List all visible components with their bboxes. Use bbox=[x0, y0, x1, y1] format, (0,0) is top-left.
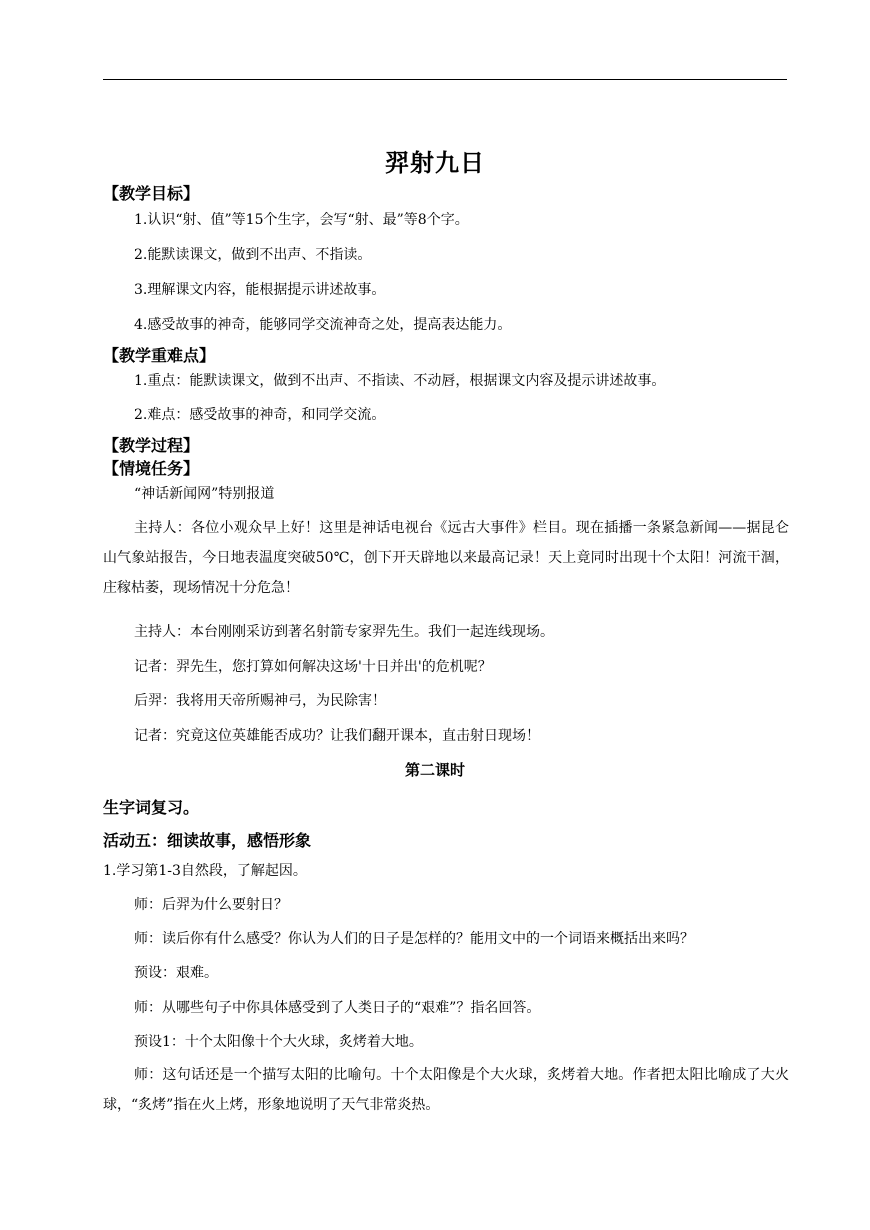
lesson-2-heading: 第二课时 bbox=[404, 761, 465, 779]
teacher-question: 师：后羿为什么要射日？ bbox=[134, 897, 288, 913]
key-point-item: 2.难点：感受故事的神奇，和同学交流。 bbox=[134, 407, 386, 423]
heading-scenario-task: 【情境任务】 bbox=[103, 459, 200, 478]
header-rule bbox=[103, 79, 787, 80]
study-step-1: 1.学习第1-3自然段，了解起因。 bbox=[103, 863, 307, 879]
reporter-line-1: 记者：羿先生，您打算如何解决这场'十日并出'的危机呢？ bbox=[134, 659, 492, 675]
preset-answer: 预设：艰难。 bbox=[134, 965, 218, 981]
goal-item: 3.理解课文内容，能根据提示讲述故事。 bbox=[134, 282, 386, 298]
goal-item: 1.认识“射、值”等15个生字，会写“射、最”等8个字。 bbox=[134, 212, 469, 228]
host-paragraph-2: 主持人：本台刚刚采访到著名射箭专家羿先生。我们一起连线现场。 bbox=[134, 624, 554, 640]
host-paragraph-1: 主持人：各位小观众早上好！这里是神话电视台《远古大事件》栏目。现在插播一条紧急新闻——据昆仑山气象站报告，今日地表温度突破50℃，创下开天辟地以来最高记录！天上竟同时出现十个太阳！河流干涸，庄稼枯萎，现场情况十分危急！ bbox=[103, 520, 789, 596]
teacher-question: 师：读后你有什么感受？你认为人们的日子是怎样的？能用文中的一个词语来概括出来吗？ bbox=[134, 931, 694, 947]
goal-item: 4.感受故事的神奇，能够同学交流神奇之处，提高表达能力。 bbox=[134, 317, 512, 333]
goal-item: 2.能默读课文，做到不出声、不指读。 bbox=[134, 247, 372, 263]
reporter-line-2: 记者：究竟这位英雄能否成功？让我们翻开课本，直击射日现场！ bbox=[134, 728, 540, 744]
news-title: “神话新闻网”特别报道 bbox=[134, 486, 275, 502]
review-heading: 生字词复习。 bbox=[103, 798, 200, 817]
heading-teaching-goals: 【教学目标】 bbox=[103, 184, 200, 203]
key-point-item: 1.重点：能默读课文，做到不出声、不指读、不动唇，根据课文内容及提示讲述故事。 bbox=[134, 373, 666, 389]
heading-key-points: 【教学重难点】 bbox=[103, 346, 216, 365]
document-title: 羿射九日 bbox=[385, 149, 485, 177]
activity-5-heading: 活动五：细读故事，感悟形象 bbox=[103, 831, 312, 850]
preset-answer: 预设1：十个太阳像十个大火球，炙烤着大地。 bbox=[134, 1034, 423, 1050]
houyi-line: 后羿：我将用天帝所赐神弓，为民除害！ bbox=[134, 693, 386, 709]
heading-teaching-process: 【教学过程】 bbox=[103, 436, 200, 455]
teacher-explanation: 师：这句话还是一个描写太阳的比喻句。十个太阳像是个大火球，炙烤着大地。作者把太阳比喻成了大火球，“炙烤”指在火上烤，形象地说明了天气非常炎热。 bbox=[103, 1067, 789, 1113]
teacher-question: 师：从哪些句子中你具体感受到了人类日子的“艰难”？指名回答。 bbox=[134, 1000, 541, 1016]
